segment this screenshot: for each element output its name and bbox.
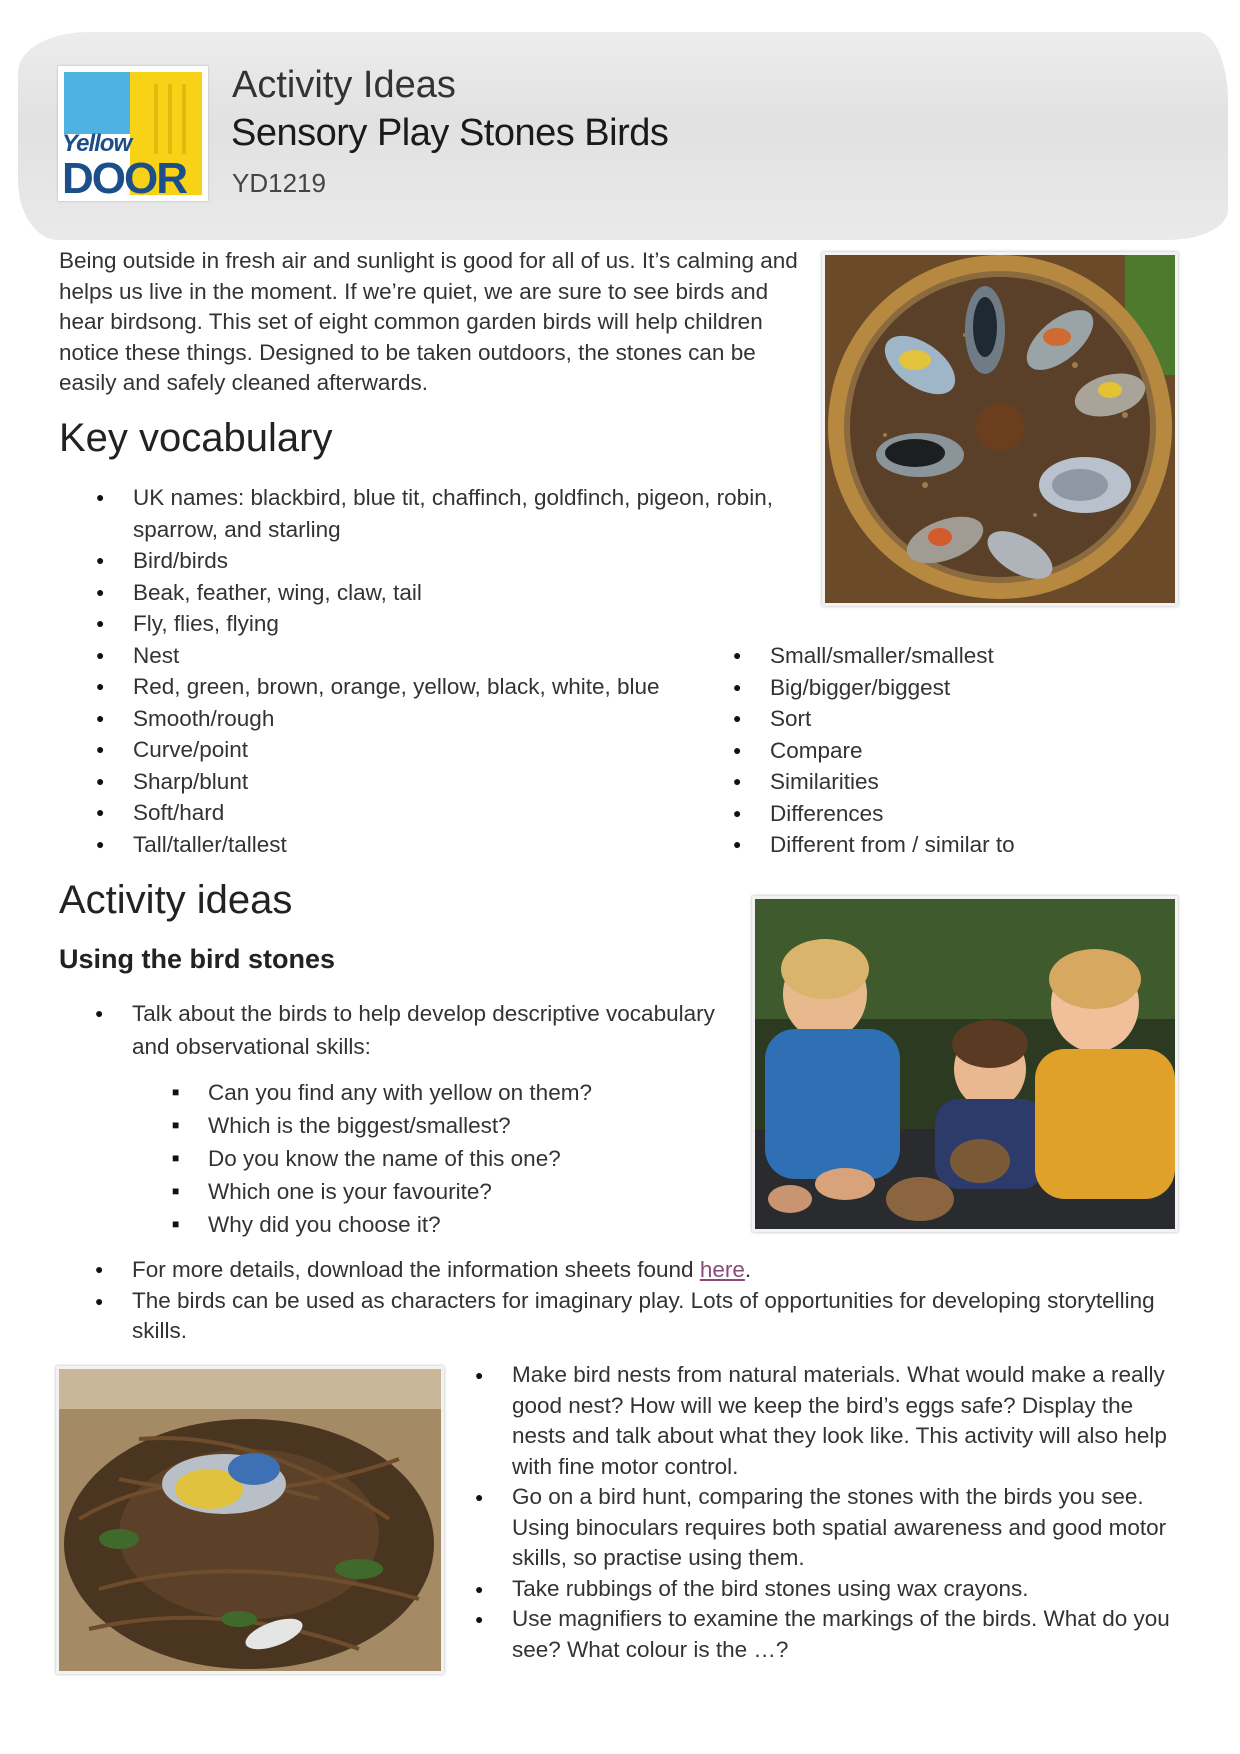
question-item: ■ Why did you choose it? bbox=[208, 1208, 688, 1241]
vocab-item: ● Big/bigger/biggest bbox=[696, 672, 1116, 704]
logo-blue-block bbox=[64, 72, 130, 134]
children-playing-illustration bbox=[755, 899, 1175, 1229]
intro-paragraph: Being outside in fresh air and sunlight is good for all of us. It’s calming and helps us live in the moment. If we’re quiet, we are sure to see birds and hear birdsong. This set of eight common garden birds will help children notice these things. Designed to be taken outdoors, the stones can be easily and safely cleaned afterwards. bbox=[59, 248, 798, 395]
vocab-item: ● Soft/hard bbox=[59, 797, 789, 829]
bird-nest-photo bbox=[56, 1366, 444, 1674]
using-bird-stones-subheading: Using the bird stones bbox=[59, 944, 336, 974]
vocab-item: ● Different from / similar to bbox=[696, 829, 1116, 861]
vocab-item: ● Sharp/blunt bbox=[59, 766, 789, 798]
vocab-item: ● UK names: blackbird, blue tit, chaffinch, goldfinch, pigeon, robin, sparrow, and starling bbox=[59, 482, 789, 545]
information-sheets-link[interactable]: here bbox=[699, 1257, 745, 1282]
question-item: ■ Which one is your favourite? bbox=[208, 1175, 688, 1208]
vocab-item: ● Bird/birds bbox=[59, 545, 789, 577]
activity-item: ● Take rubbings of the bird stones using wax crayons. bbox=[438, 1574, 1178, 1605]
logo-door-bars bbox=[144, 84, 188, 154]
bird-stones-tray-illustration bbox=[825, 255, 1175, 603]
logo-text-yellow: Yellow bbox=[62, 130, 132, 157]
activity-item: ● Use magnifiers to examine the markings of the birds. What do you see? What colour is the …? bbox=[438, 1604, 1178, 1665]
activity-item: ● Make bird nests from natural materials. What would make a really good nest? How will we keep the bird’s eggs safe? Display the nests and talk about what they look like. This activity will also help with fine motor control. bbox=[438, 1360, 1178, 1482]
question-list bbox=[208, 1076, 688, 1241]
logo-text-door: DOOR bbox=[62, 154, 186, 203]
bird-stones-tray-photo bbox=[822, 252, 1178, 606]
activity-item: ● Go on a bird hunt, comparing the stones with the birds you see. Using binoculars requires both spatial awareness and good motor skills, so practise using them. bbox=[438, 1482, 1178, 1574]
vocab-item: ● Fly, flies, flying bbox=[59, 608, 789, 640]
vocab-list-left bbox=[59, 482, 789, 860]
vocab-item: ● Sort bbox=[696, 703, 1116, 735]
vocab-item: ● Nest bbox=[59, 640, 789, 672]
question-item: ■ Can you find any with yellow on them? bbox=[208, 1076, 688, 1109]
vocab-item: ● Similarities bbox=[696, 766, 1116, 798]
vocab-item: ● Compare bbox=[696, 735, 1116, 767]
vocab-item: ● Red, green, brown, orange, yellow, black, white, blue bbox=[59, 671, 789, 703]
details-suffix: . bbox=[744, 1257, 752, 1282]
children-playing-photo bbox=[752, 896, 1178, 1232]
yellow-door-logo bbox=[58, 66, 208, 201]
activity-ideas-heading: Activity ideas bbox=[59, 878, 293, 922]
vocab-item: ● Beak, feather, wing, claw, tail bbox=[59, 577, 789, 609]
activity-list bbox=[58, 1254, 1168, 1346]
details-item bbox=[58, 1254, 1168, 1286]
vocab-list-right bbox=[696, 640, 1116, 861]
vocab-item: ● Curve/point bbox=[59, 734, 789, 766]
details-text: For more details, download the information sheets found bbox=[132, 1257, 700, 1282]
document-kicker: Activity Ideas bbox=[232, 64, 456, 106]
vocab-item: ● Smooth/rough bbox=[59, 703, 789, 735]
document-title: Sensory Play Stones Birds bbox=[231, 112, 669, 154]
more-activities-list bbox=[438, 1360, 1178, 1665]
key-vocabulary-heading: Key vocabulary bbox=[59, 416, 333, 460]
vocab-item: ● Small/smaller/smallest bbox=[696, 640, 1116, 672]
bird-nest-illustration bbox=[59, 1369, 441, 1671]
product-code: YD1219 bbox=[232, 168, 326, 198]
imaginary-play-item: ● The birds can be used as characters for imaginary play. Lots of opportunities for developing storytelling skills. bbox=[58, 1286, 1168, 1346]
question-item: ■ Which is the biggest/smallest? bbox=[208, 1109, 688, 1142]
question-item: ■ Do you know the name of this one? bbox=[208, 1142, 688, 1175]
vocab-item: ● Tall/taller/tallest bbox=[59, 829, 789, 861]
talk-list bbox=[58, 997, 718, 1063]
vocab-item: ● Differences bbox=[696, 798, 1116, 830]
talk-item: ● Talk about the birds to help develop descriptive vocabulary and observational skills: bbox=[58, 997, 718, 1063]
